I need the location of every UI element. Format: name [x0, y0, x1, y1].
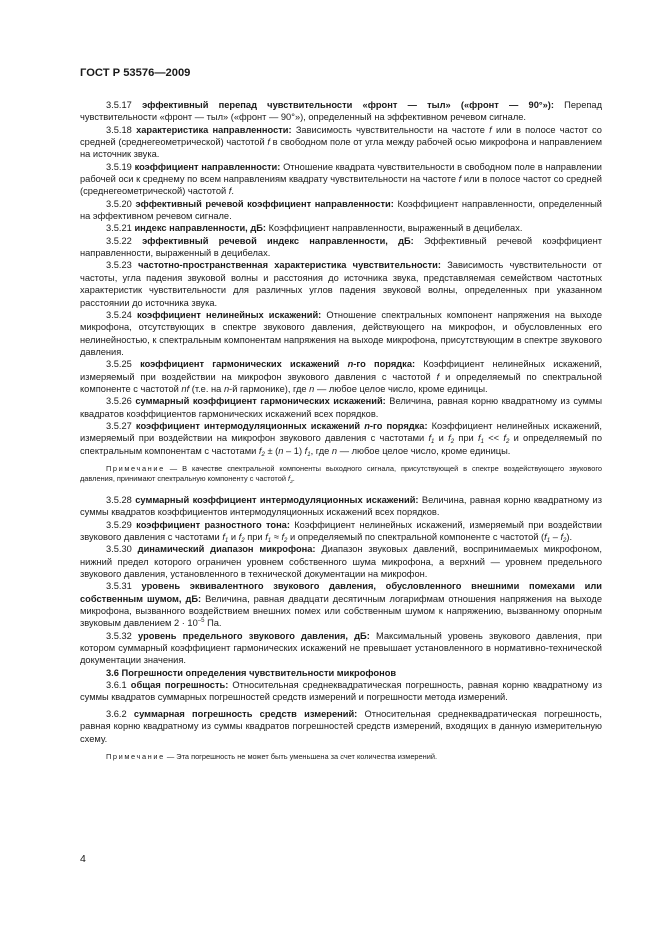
clause-3-5-28: [80, 494, 602, 519]
clause-term: уровень предельного звукового давления, дБ:: [138, 630, 370, 641]
clause-text: Зависимость чувствительности от частоты, угла падения звуковой волны и расстояния до источника звука, представляемая семейством частотных характеристик чувствительности для различных углов падения звуковой волны, определенных при указанном расстоянии до источника звука.: [80, 260, 602, 308]
clause-text: при: [247, 532, 263, 542]
document-body: [80, 99, 602, 771]
clause-term: коэффициент разностного тона:: [136, 519, 290, 530]
subscript: 1: [224, 538, 229, 544]
symbol-letter: f: [544, 532, 547, 542]
clause-3-5-31: [80, 580, 602, 629]
clause-3-6-2: [80, 708, 602, 745]
clause-number: 3.5.30: [106, 544, 132, 555]
clause-text: (: [275, 445, 279, 456]
clause-3-6-1: [80, 679, 602, 704]
clause-text: Па.: [207, 618, 222, 629]
clause-text: , где: [310, 445, 330, 456]
clause-text: или в полосе частот со средней (среднегеометрической) частотой: [80, 124, 602, 148]
clause-term: эффективный речевой коэффициент направленности:: [135, 198, 394, 209]
clause-text: и: [230, 532, 237, 542]
symbol-f1: [265, 532, 271, 542]
reference-value: 2 · 10: [173, 618, 198, 629]
symbol-f2: [281, 532, 287, 542]
clause-text: Коэффициент нелинейных искажений, измеряемый при воздействии на микрофон звукового давления с частотой: [80, 359, 602, 382]
clause-term: эффективный перепад чувствительности «фронт — тыл» («фронт — 90°»):: [142, 100, 554, 110]
symbol-f: f: [228, 186, 232, 197]
clause-text: — любое целое число, кроме единицы.: [316, 383, 488, 394]
clause-3-5-27: [80, 420, 602, 457]
clause-text: Отношение квадрата чувствительности в свободном поле в направлении рабочей оси к среднему по всем направлениям квадрату чувствительности на частоте: [80, 161, 602, 185]
clause-number: 3.5.23: [106, 260, 132, 271]
clause-number: 3.5.20: [106, 198, 132, 209]
subscript: 1: [267, 538, 272, 544]
clause-term: динамический диапазон микрофона:: [137, 544, 316, 555]
clause-text: Зависимость чувствительности на частоте: [295, 124, 485, 135]
subscript: 2: [241, 538, 245, 544]
clause-number: 3.5.28: [106, 494, 132, 505]
clause-3-5-18: [80, 124, 602, 161]
note-label: Примечание: [106, 463, 165, 473]
note-text: — Эта погрешность не может быть уменьшена за счет количества измерений.: [166, 751, 438, 761]
clause-term: уровень эквивалентного звукового давления, обусловленного внешними помехами или собственным шумом, дБ:: [80, 581, 602, 604]
symbol-letter: f: [478, 433, 481, 444]
clause-text: .: [231, 186, 234, 197]
clause-3-5-26: [80, 395, 602, 420]
symbol-f1: [428, 433, 435, 446]
clause-text: –: [552, 532, 558, 542]
clause-term: суммарный коэффициент гармонических искажений:: [135, 396, 386, 407]
clause-text: Диапазон звуковых давлений, воспринимаемых микрофоном, нижний предел которого ограничен уровнем собственного шума микрофона, а верхний — уровнем предельного звукового давления, установленного в технической документации на микрофон.: [80, 544, 602, 580]
clause-number: 3.5.32: [106, 630, 132, 641]
clause-text: при: [458, 433, 474, 444]
clause-3-5-25: [80, 358, 602, 395]
clause-number: 3.5.18: [106, 124, 132, 135]
symbol-n: n: [347, 359, 354, 370]
symbol-f1: [478, 433, 484, 446]
clause-number: 3.5.29: [106, 519, 132, 530]
section-heading: [106, 668, 396, 678]
symbol-letter: f: [560, 532, 564, 542]
clause-number: 3.5.27: [106, 420, 132, 431]
clause-text: в свободном поле от угла между рабочей осью микрофона и направлением на источник звука.: [80, 137, 602, 160]
symbol-f2: [259, 446, 265, 456]
clause-text: Отношение спектральных компонент напряжения на выходе микрофона, отсутствующих в спектре звукового давления, действующего на микрофон, и обусловленных его нелинейностью, к спектральным компонентам напряжения на выходе микрофона, присутствующим в спектре звукового давления.: [80, 309, 602, 357]
clause-term-part: -го порядка:: [369, 420, 428, 431]
symbol-nf: nf: [181, 383, 190, 394]
symbol-letter: f: [222, 532, 225, 542]
clause-text: Величина, равная корню квадратному из суммы квадратов коэффициентов интермодуляционных искажений всех порядков.: [80, 494, 602, 518]
clause-text: ≈: [273, 532, 279, 542]
symbol-f: f: [436, 371, 440, 382]
symbol-n: n: [364, 420, 370, 431]
symbol-f2: [503, 433, 510, 446]
clause-text: – 1): [286, 445, 303, 456]
clause-number: 3.5.22: [106, 235, 132, 246]
clause-text: Величина, равная корню квадратному из суммы квадратов коэффициентов гармонических искажений всех порядков.: [80, 396, 603, 419]
clause-term: суммарная погрешность средств измерений:: [133, 708, 358, 719]
subscript: 1: [546, 538, 551, 544]
clause-text: Эффективный речевой коэффициент направленности, выраженный в децибелах.: [80, 235, 602, 259]
symbol-letter: f: [238, 532, 242, 542]
exponent: –5: [197, 618, 205, 625]
clause-term: характеристика направленности:: [136, 124, 292, 135]
clause-number: 3.5.19: [106, 161, 132, 172]
symbol-letter: f: [503, 433, 506, 444]
symbol-letter: f: [448, 433, 451, 444]
note-label: Примечание: [106, 751, 165, 761]
page-number: 4: [80, 853, 86, 865]
clause-text: и определяемый по спектральным компонентам с частотами: [80, 433, 603, 456]
subscript: 2: [505, 439, 510, 446]
clause-3-5-29: [80, 519, 602, 544]
symbol-f2: [448, 433, 455, 446]
clause-term: [140, 359, 415, 369]
clause-3-5-19: [80, 161, 602, 198]
symbol-f2: [239, 532, 245, 542]
clause-number: 3.5.21: [106, 223, 132, 234]
section-3-6-heading: [80, 667, 602, 679]
clause-number: 3.5.24: [106, 309, 132, 320]
subscript: 1: [307, 451, 311, 458]
clause-3-5-21: [80, 222, 602, 234]
clause-3-5-32: [80, 630, 602, 667]
clause-number: 3.6.2: [106, 708, 127, 719]
clause-text: Перепад чувствительности «фронт — тыл» («фронт — 90°»), определенный на эффективном речевом сигнале.: [80, 100, 602, 123]
clause-term: коэффициент направленности:: [134, 161, 281, 172]
symbol-letter: f: [258, 445, 262, 456]
symbol-letter: f: [304, 445, 308, 456]
clause-text: — любое целое число, кроме единицы.: [339, 445, 511, 456]
symbol-letter: f: [265, 532, 268, 542]
clause-number: 3.6.1: [106, 680, 127, 691]
clause-text: Относительная среднеквадратическая погрешность, равная корню квадратному из суммы квадратов погрешностей средств измерений, входящих в данную измерительную схему.: [80, 708, 602, 744]
clause-term: коэффициент нелинейных искажений:: [136, 309, 322, 320]
clause-term: общая погрешность:: [130, 680, 229, 691]
clause-text: Коэффициент направленности, определенный на эффективном речевом сигнале.: [80, 198, 602, 222]
symbol-letter: f: [288, 474, 291, 484]
symbol-n: n: [331, 445, 338, 456]
clause-term: частотно-пространственная характеристика чувствительности:: [138, 260, 441, 271]
subscript: 2: [261, 451, 265, 458]
subscript: 2: [290, 480, 293, 486]
clause-text: Максимальный уровень звукового давления, при котором суммарный коэффициент гармонических искажений не превышает установленного в нормативно-технической документации значения.: [80, 630, 602, 666]
clause-text: и определяемый по спектральной компоненте с частотой: [80, 371, 602, 394]
subscript: 1: [431, 439, 435, 446]
clause-number: 3.5.25: [106, 359, 132, 370]
clause-number: 3.5.31: [106, 581, 132, 592]
symbol-n: n: [278, 445, 284, 456]
clause-3-5-23: [80, 259, 602, 308]
symbol-f: f: [458, 174, 462, 185]
note-text: — В качестве спектральной компоненты выходного сигнала, присутствующей в спектре воздействующего звукового давления, принимают спектральную компоненту с частотой: [80, 463, 602, 484]
subscript: 2: [450, 439, 455, 446]
note-2: [80, 752, 602, 763]
clause-term-part: коэффициент гармонических искажений: [140, 359, 340, 370]
clause-text: Относительная среднеквадратическая погрешность, равная корню квадратному из суммы квадратов суммарных погрешностей средств измерений и погрешности метода измерений.: [80, 680, 602, 703]
subscript: 1: [480, 439, 484, 446]
clause-text: Величина, равная двадцати десятичным логарифмам отношения напряжения на выходе микрофона, вызванного воздействием внешних помех или собственным шумом к напряжению, вызванному опорным звуковым давлением: [80, 593, 602, 629]
clause-term: суммарный коэффициент интермодуляционных искажений:: [135, 494, 419, 505]
clause-text: ±: [267, 445, 273, 456]
clause-text: или в полосе частот со средней (среднегеометрической) частотой: [80, 174, 602, 197]
clause-text: Коэффициент нелинейных искажений, измеряемый при воздействии на микрофон звукового давления с частотами: [80, 420, 602, 444]
section-number: 3.6: [106, 667, 119, 678]
symbol-f1: [222, 532, 228, 542]
subscript: 2: [284, 538, 288, 544]
clause-text: (т.е. на: [191, 383, 222, 394]
clause-text: и определяемый по спектральной компоненте с частотой (: [290, 532, 545, 542]
clause-3-5-24: [80, 309, 602, 358]
clause-term: [136, 421, 428, 431]
symbol-letter: f: [281, 532, 285, 542]
note-1: [80, 464, 602, 485]
clause-term-part: коэффициент интермодуляционных искажений: [135, 420, 361, 431]
clause-term: индекс направленности, дБ:: [134, 223, 267, 234]
clause-text: ).: [566, 532, 573, 542]
subscript: 2: [563, 538, 567, 544]
clause-3-5-22: [80, 235, 602, 260]
clause-term: эффективный речевой индекс направленности, дБ:: [142, 235, 414, 246]
clause-text: Коэффициент нелинейных искажений, измеряемый при воздействии звукового давления с частотами: [80, 519, 602, 542]
document-header: ГОСТ Р 53576—2009: [80, 67, 191, 79]
clause-3-5-30: [80, 543, 602, 580]
symbol-n: n: [223, 383, 230, 394]
section-title: Погрешности определения чувствительности микрофонов: [121, 667, 397, 678]
clause-text: и: [438, 433, 444, 444]
symbol-f1: [544, 532, 550, 542]
clause-text: <<: [488, 433, 500, 444]
note-text: .: [292, 474, 295, 484]
clause-text: Коэффициент направленности, выраженный в децибелах.: [268, 223, 523, 234]
symbol-f: f: [267, 137, 270, 148]
clause-term-part: -го порядка:: [353, 359, 416, 370]
clause-3-5-17: [80, 99, 602, 124]
symbol-n: n: [309, 383, 315, 394]
clause-text: -й гармонике), где: [229, 383, 307, 394]
symbol-f: f: [489, 124, 492, 135]
clause-number: 3.5.17: [106, 100, 132, 110]
symbol-letter: f: [428, 433, 432, 444]
clause-3-5-20: [80, 198, 602, 223]
clause-number: 3.5.26: [106, 396, 132, 407]
